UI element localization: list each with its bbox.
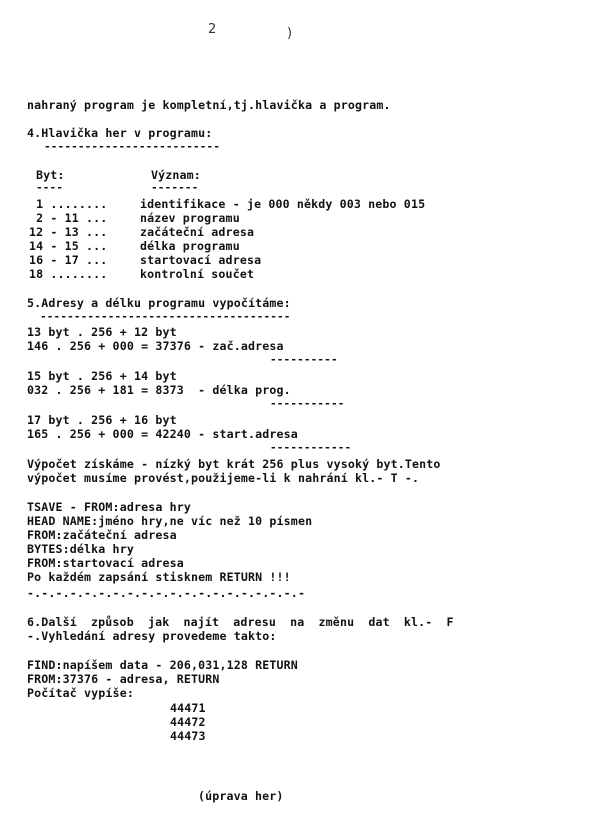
address-result: 44473 (170, 729, 206, 743)
tsave-line: Po každém zapsání stisknem RETURN !!! (27, 570, 291, 584)
calc-result-line: 165 . 256 + 000 = 42240 - start.adresa (27, 427, 298, 441)
from-line: FROM:37376 - adresa, RETURN (27, 672, 220, 686)
row-meaning: název programu (140, 211, 240, 225)
section5-underline: ------------------------------------- (40, 310, 291, 323)
row-byte: 18 ........ (29, 267, 108, 281)
calc-result-line: 146 . 256 + 000 = 37376 - zač.adresa (27, 339, 284, 353)
page-number-mark: 2 (208, 22, 217, 37)
calc-line: 13 byt . 256 + 12 byt (27, 325, 177, 339)
calc-result-line: 032 . 256 + 181 = 8373 - délka prog. (27, 383, 291, 397)
tsave-line: BYTES:délka hry (27, 542, 134, 556)
row-meaning: startovací adresa (140, 253, 262, 267)
section6-subtitle: -.Vyhledání adresy provedeme takto: (27, 629, 277, 643)
row-byte: 12 - 13 ... (29, 225, 108, 239)
row-meaning: kontrolní součet (140, 267, 255, 281)
calc-line: 15 byt . 256 + 14 byt (27, 369, 177, 383)
row-byte: 16 - 17 ... (29, 253, 108, 267)
explanation-line: Výpočet získáme - nízký byt krát 256 plus vysoký byt.Tento (27, 457, 441, 471)
footer-caption: (úprava her) (198, 789, 284, 803)
calc-underline: ------------ (270, 441, 352, 454)
calc-underline: ---------- (270, 353, 338, 366)
address-result: 44471 (170, 701, 206, 715)
row-meaning: délka programu (140, 239, 240, 253)
explanation-line: výpočet musíme provést,použijeme-li k nahrání kl.- T -. (27, 471, 420, 485)
tsave-line: FROM:startovací adresa (27, 556, 184, 570)
section6-title: 6.Další způsob jak najít adresu na změnu dat kl.- F (27, 615, 454, 629)
tsave-line: FROM:začáteční adresa (27, 528, 177, 542)
find-line: FIND:napíšem data - 206,031,128 RETURN (27, 658, 298, 672)
address-result: 44472 (170, 715, 206, 729)
computer-prints-line: Počítač vypíše: (27, 686, 134, 700)
tsave-line: HEAD NAME:jméno hry,ne víc než 10 písmen (27, 514, 313, 528)
section-divider: -.-.-.-.-.-.-.-.-.-.-.-.-.-.-.-.-.-.-.- (27, 586, 306, 600)
section4-underline: -------------------------- (44, 140, 221, 153)
calc-line: 17 byt . 256 + 16 byt (27, 413, 177, 427)
corner-tick-mark: ) (287, 26, 293, 41)
intro-line: nahraný program je kompletní,tj.hlavička a program. (27, 98, 391, 112)
row-byte: 1 ........ (29, 197, 108, 211)
section5-title: 5.Adresy a délku programu vypočítáme: (27, 296, 291, 310)
row-byte: 2 - 11 ... (29, 211, 108, 225)
section4-title: 4.Hlavička her v programu: (27, 126, 213, 140)
calc-underline: ----------- (270, 397, 345, 410)
row-meaning: začáteční adresa (140, 225, 255, 239)
row-meaning: identifikace - je 000 někdy 003 nebo 015 (140, 197, 426, 211)
column-meaning-header: Význam: (151, 168, 201, 182)
row-byte: 14 - 15 ... (29, 239, 108, 253)
column-byte-underline: ---- (36, 181, 64, 194)
column-byte-header: Byt: (36, 168, 65, 182)
tsave-line: TSAVE - FROM:adresa hry (27, 500, 191, 514)
column-meaning-underline: ------- (151, 181, 199, 194)
